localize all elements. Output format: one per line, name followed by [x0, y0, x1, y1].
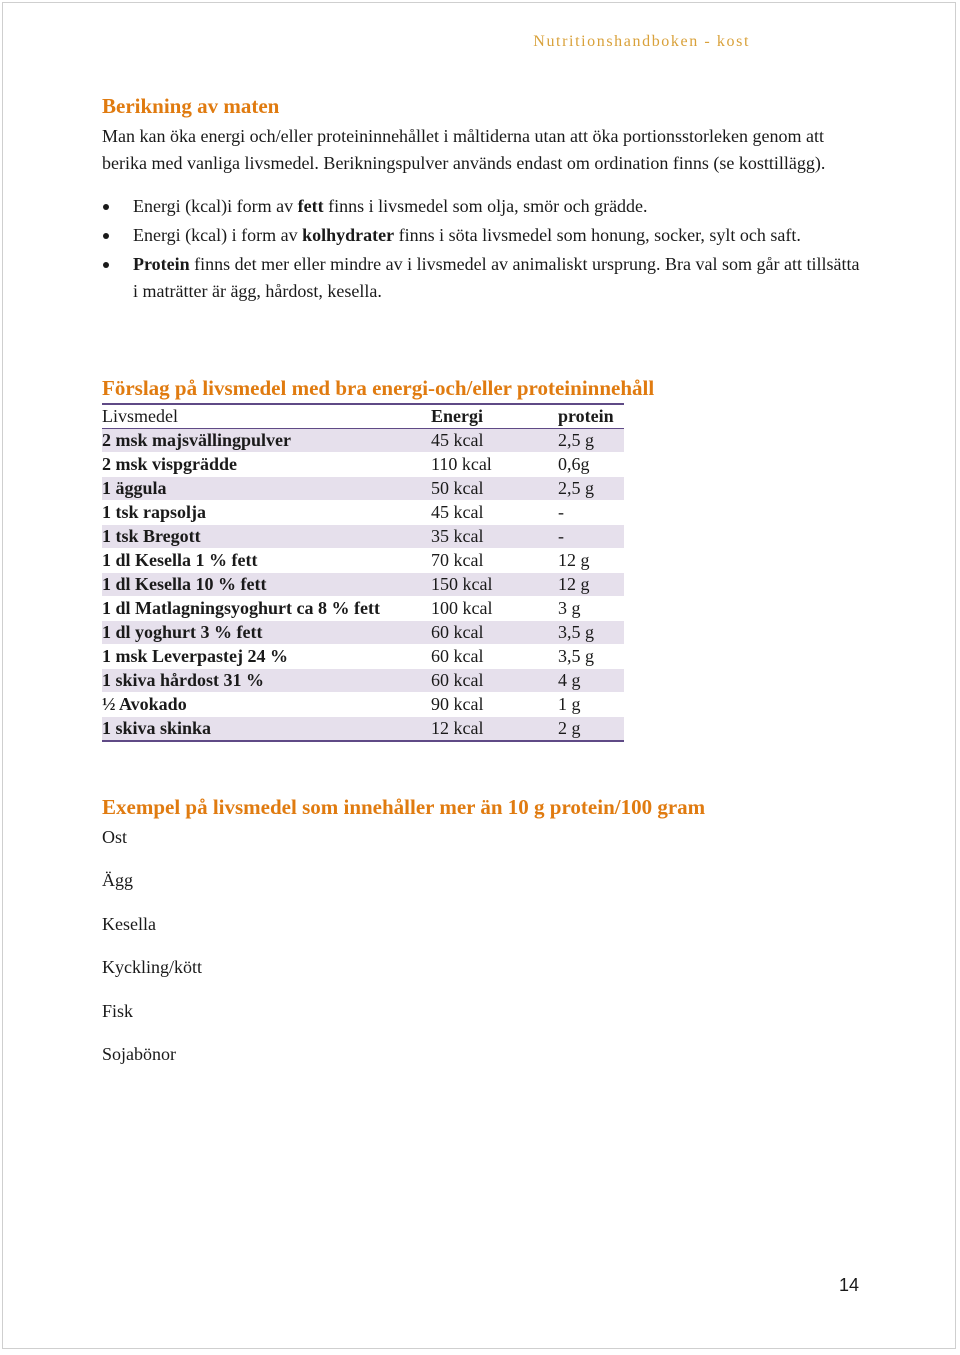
food-name: 1 skiva skinka — [102, 718, 212, 738]
page-number: 14 — [838, 1275, 859, 1295]
energy-value: 70 kcal — [431, 550, 484, 570]
table-header-row — [102, 404, 624, 429]
table-row — [102, 693, 624, 717]
table-row — [102, 453, 624, 477]
energy-value: 45 kcal — [431, 502, 484, 522]
bullet-dot-icon — [103, 204, 109, 210]
table-row — [102, 501, 624, 525]
page-content — [102, 93, 862, 1084]
energy-value: 35 kcal — [431, 526, 484, 546]
bullet-item — [102, 251, 863, 305]
energy-value: 100 kcal — [431, 598, 493, 618]
bullet-bold-term: kolhydrater — [302, 225, 395, 245]
section-heading-exempel: Exempel på livsmedel som innehåller mer än 10 g protein/100 gram — [102, 795, 706, 819]
food-name: 1 dl Kesella 10 % fett — [102, 574, 267, 594]
food-name: 1 dl Matlagningsyoghurt ca 8 % fett — [102, 598, 380, 618]
energy-value: 110 kcal — [431, 454, 492, 474]
bullet-item — [102, 222, 863, 249]
energy-value: 60 kcal — [431, 670, 484, 690]
energy-value: 45 kcal — [431, 430, 484, 450]
protein-value: 3,5 g — [558, 646, 594, 666]
protein-value: 12 g — [558, 574, 590, 594]
list-item: Kesella — [102, 913, 156, 934]
protein-value: 2,5 g — [558, 430, 594, 450]
food-name: 1 tsk Bregott — [102, 526, 201, 546]
food-table — [102, 403, 624, 742]
table-row — [102, 669, 624, 693]
food-name: 1 tsk rapsolja — [102, 502, 207, 522]
table-row — [102, 717, 624, 742]
energy-value: 12 kcal — [431, 718, 484, 738]
bullet-text: Energi (kcal) i form av — [133, 225, 303, 245]
food-name: 1 msk Leverpastej 24 % — [102, 646, 288, 666]
protein-value: - — [558, 526, 564, 546]
bullet-bold-term: Protein — [133, 254, 190, 274]
protein-value: - — [558, 502, 564, 522]
table-row — [102, 645, 624, 669]
food-name: 1 skiva hårdost 31 % — [102, 670, 265, 690]
food-name: 2 msk vispgrädde — [102, 454, 238, 474]
list-item: Ägg — [102, 870, 133, 891]
protein-value: 4 g — [558, 670, 581, 690]
section-heading-forslag: Förslag på livsmedel med bra energi-och/eller proteininnehåll — [102, 376, 655, 400]
bullet-item — [102, 193, 863, 220]
food-name: 2 msk majsvällingpulver — [102, 430, 292, 450]
bullet-bold-term: fett — [297, 196, 324, 216]
bullet-text: finns i livsmedel som olja, smör och grädde. — [323, 196, 648, 216]
section-heading-berikning: Berikning av maten — [102, 94, 280, 118]
bullet-dot-icon — [103, 262, 109, 268]
list-item: Sojabönor — [102, 1043, 176, 1064]
column-header-livsmedel: Livsmedel — [102, 404, 431, 429]
document-page — [2, 2, 956, 1349]
bullet-text: finns i söta livsmedel som honung, socker, sylt och saft. — [394, 225, 801, 245]
table-row — [102, 525, 624, 549]
list-item: Fisk — [102, 1000, 134, 1021]
table-row — [102, 573, 624, 597]
protein-value: 3,5 g — [558, 622, 594, 642]
protein-value: 12 g — [558, 550, 590, 570]
protein-value: 1 g — [558, 694, 581, 714]
energy-value: 90 kcal — [431, 694, 484, 714]
list-item: Ost — [102, 827, 128, 847]
table-row — [102, 429, 624, 453]
protein-value: 2,5 g — [558, 478, 594, 498]
energy-value: 60 kcal — [431, 646, 484, 666]
table-row — [102, 477, 624, 501]
energy-value: 150 kcal — [431, 574, 493, 594]
energy-value: 60 kcal — [431, 622, 484, 642]
bullet-text: Energi (kcal)i form av — [133, 196, 298, 216]
energy-bullet-list — [102, 193, 862, 305]
food-name: 1 dl Kesella 1 % fett — [102, 550, 258, 570]
protein-value: 3 g — [558, 598, 581, 618]
column-header-protein: protein — [558, 404, 624, 429]
food-name: ½ Avokado — [102, 694, 187, 714]
list-item: Kyckling/kött — [102, 957, 202, 978]
protein-value: 2 g — [558, 718, 581, 738]
column-header-energi: Energi — [431, 404, 558, 429]
food-name: 1 äggula — [102, 478, 167, 498]
bullet-dot-icon — [103, 233, 109, 239]
protein-value: 0,6g — [558, 454, 590, 474]
bullet-text: finns det mer eller mindre av i livsmedel av animaliskt ursprung. Bra val som går att tillsätta i maträtter är ägg, hårdost, kesella. — [133, 254, 860, 301]
running-header: Nutritionshandboken - kost — [533, 33, 750, 50]
intro-paragraph: Man kan öka energi och/eller proteininnehållet i måltiderna utan att öka portionsstorleken genom att berika med vanliga livsmedel. Berikningspulver används endast om ordination finns (se kosttillägg). — [102, 126, 826, 173]
energy-value: 50 kcal — [431, 478, 484, 498]
food-name: 1 dl yoghurt 3 % fett — [102, 622, 263, 642]
table-row — [102, 597, 624, 621]
protein-example-list — [102, 824, 862, 1084]
table-row — [102, 621, 624, 645]
table-row — [102, 549, 624, 573]
